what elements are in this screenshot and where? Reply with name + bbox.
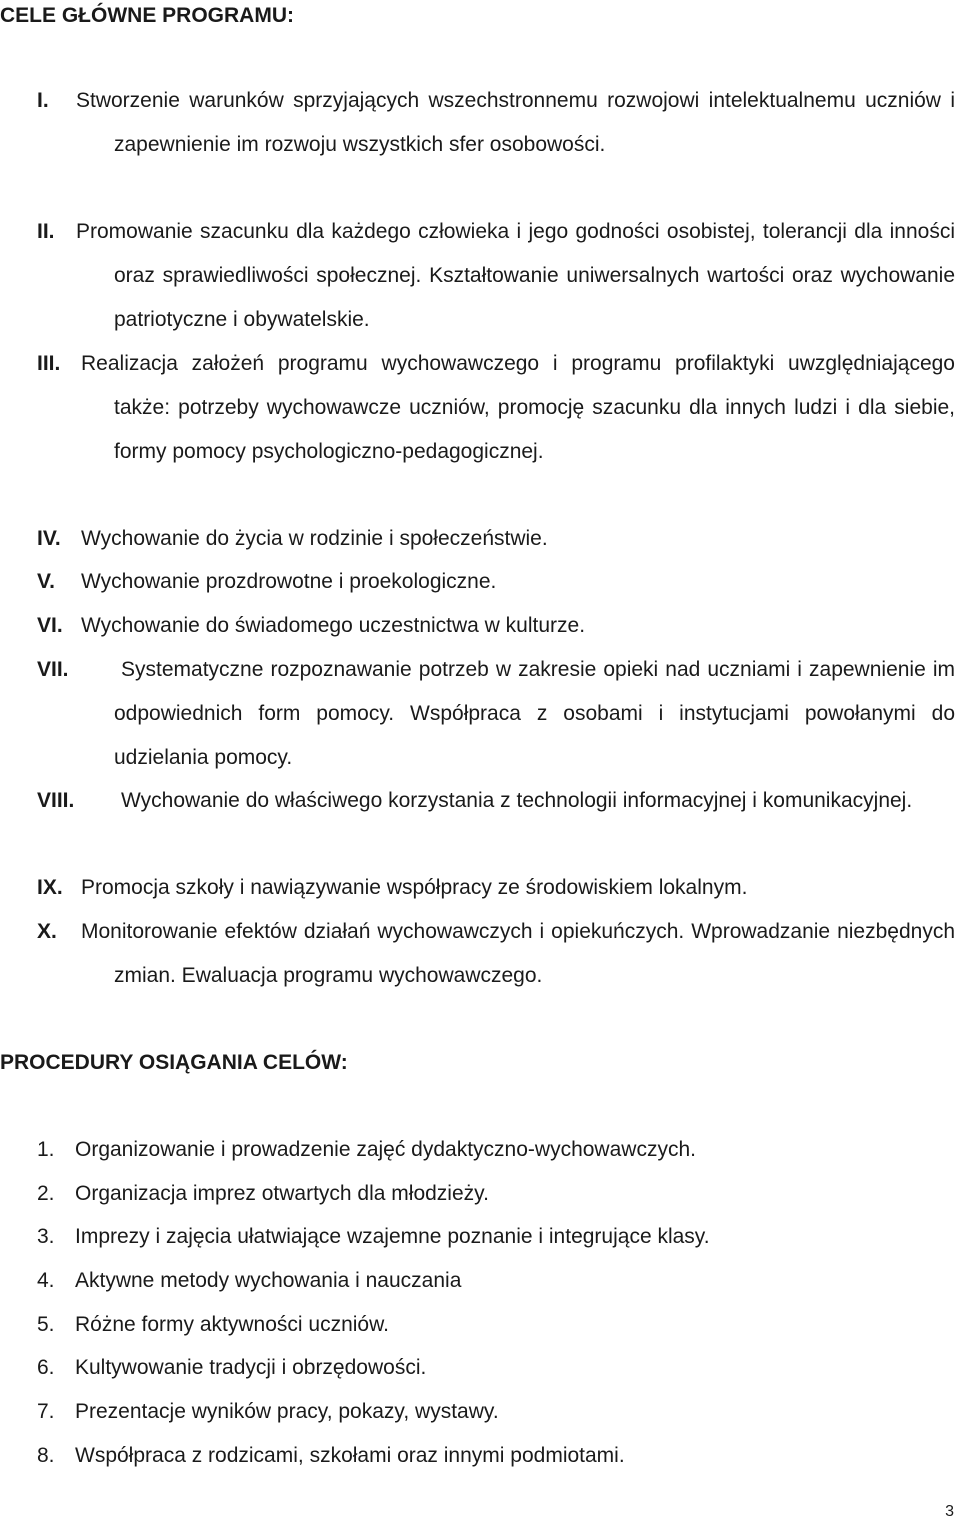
procedure-text: Imprezy i zajęcia ułatwiające wzajemne poznanie i integrujące klasy. [75,1225,710,1248]
procedure-text: Współpraca z rodzicami, szkołami oraz innymi podmiotami. [75,1444,625,1467]
goal-text: Wychowanie do właściwego korzystania z technologii informacyjnej i komunikacyjnej. [121,789,913,812]
procedure-number: 7. [37,1400,55,1423]
procedure-number: 1. [37,1138,55,1161]
procedure-item-2 [37,1172,489,1216]
goal-number: VI. [37,614,63,637]
goal-number: IV. [37,527,61,550]
procedure-text: Prezentacje wyników pracy, pokazy, wystawy. [75,1400,499,1423]
goal-item-2 [37,210,955,342]
procedure-text: Kultywowanie tradycji i obrzędowości. [75,1356,427,1379]
goal-item-4 [37,517,955,561]
goal-text: Systematyczne rozpoznawanie potrzeb w zakresie opieki nad uczniami i zapewnienie im odpowiednich form pomocy. Współpraca z osobami i instytucjami powołanymi do udzielania pomocy. [114,658,955,769]
goal-text: Wychowanie prozdrowotne i proekologiczne. [81,570,497,593]
procedure-number: 5. [37,1313,55,1336]
procedure-number: 3. [37,1225,55,1248]
procedure-item-7 [37,1390,499,1434]
procedure-item-5 [37,1303,389,1347]
goal-item-7 [37,648,955,780]
procedure-item-8 [37,1434,625,1478]
goal-number: VIII. [37,789,75,812]
goal-text: Monitorowanie efektów działań wychowawczych i opiekuńczych. Wprowadzanie niezbędnych zmian. Ewaluacja programu wychowawczego. [81,920,955,987]
procedure-text: Organizacja imprez otwartych dla młodzieży. [75,1182,489,1205]
procedure-item-4 [37,1259,461,1303]
goal-number: IX. [37,876,63,899]
goal-text: Realizacja założeń programu wychowawczego i programu profilaktyki uwzględniającego także: potrzeby wychowawcze uczniów, promocję szacunku dla innych ludzi i dla siebie, formy pomocy psychologiczno-pedagogicznej. [81,352,955,463]
procedure-item-6 [37,1346,426,1390]
goal-text: Promocja szkoły i nawiązywanie współpracy ze środowiskiem lokalnym. [81,876,748,899]
goal-text: Promowanie szacunku dla każdego człowieka i jego godności osobistej, tolerancji dla inności oraz sprawiedliwości społecznej. Kształtowanie uniwersalnych wartości oraz wychowanie patriotyczne i obywatelskie. [76,220,955,331]
goal-number: V. [37,570,55,593]
procedure-item-3 [37,1215,710,1259]
goal-item-8 [37,779,955,823]
goal-number: I. [37,89,49,112]
procedure-item-1 [37,1128,696,1172]
procedure-text: Różne formy aktywności uczniów. [75,1313,389,1336]
goal-number: III. [37,352,61,375]
procedure-number: 4. [37,1269,55,1292]
heading-goals: CELE GŁÓWNE PROGRAMU: [0,4,294,27]
goal-text: Stworzenie warunków sprzyjających wszechstronnemu rozwojowi intelektualnemu uczniów i zapewnienie im rozwoju wszystkich sfer osobowości. [76,89,955,156]
procedure-number: 6. [37,1356,55,1379]
goal-number: X. [37,920,57,943]
goal-number: VII. [37,658,69,681]
goal-text: Wychowanie do świadomego uczestnictwa w kulturze. [81,614,586,637]
procedure-number: 2. [37,1182,55,1205]
goal-item-1 [37,79,955,167]
procedure-text: Organizowanie i prowadzenie zajęć dydaktyczno-wychowawczych. [75,1138,696,1161]
heading-procedures: PROCEDURY OSIĄGANIA CELÓW: [0,1051,348,1074]
goal-item-3 [37,342,955,474]
page-number: 3 [945,1503,954,1520]
goal-item-10 [37,910,955,998]
procedure-number: 8. [37,1444,55,1467]
procedure-text: Aktywne metody wychowania i nauczania [75,1269,462,1292]
goal-item-6 [37,604,955,648]
goal-number: II. [37,220,55,243]
goal-item-5 [37,560,955,604]
goal-item-9 [37,866,955,910]
goal-text: Wychowanie do życia w rodzinie i społeczeństwie. [81,527,548,550]
